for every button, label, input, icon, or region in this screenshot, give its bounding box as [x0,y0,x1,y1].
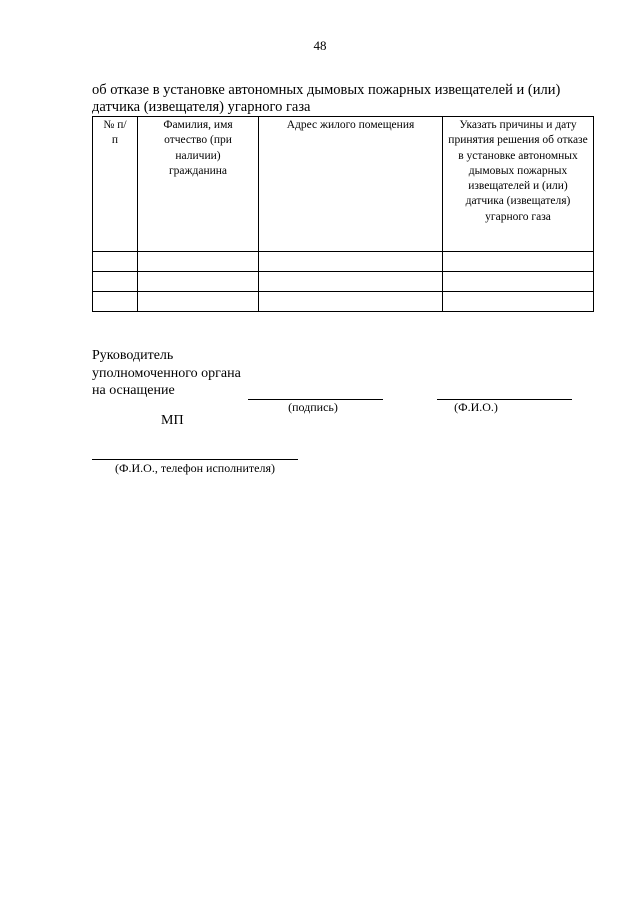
column-header-address: Адрес жилого помещения [259,117,443,252]
signatory-line-2: уполномоченного органа [92,365,241,381]
heading-line-2: датчика (извещателя) угарного газа [92,99,311,115]
table-cell[interactable] [138,272,259,292]
heading-line-1: об отказе в установке автономных дымовых пожарных извещателей и (или) [92,82,561,98]
stamp-placeholder: МП [161,413,184,428]
table-row [93,272,594,292]
table-cell[interactable] [259,292,443,312]
table-cell[interactable] [93,252,138,272]
table-header-row [93,117,594,252]
column-header-reason: Указать причины и дату принятия решения об отказе в установке автономных дымовых пожарных извещателей и (или) датчика (извещателя) угарного газа [443,117,594,252]
signatory-line-3: на оснащение [92,383,175,398]
column-header-number: № п/п [93,117,138,252]
table-row [93,292,594,312]
table-cell[interactable] [443,272,594,292]
table-cell[interactable] [138,292,259,312]
executor-line[interactable] [92,459,298,460]
table-cell[interactable] [259,272,443,292]
refusal-register-table [92,116,594,312]
signatory-title [92,347,241,400]
column-header-full-name: Фамилия, имя отчество (при наличии) гражданина [138,117,259,252]
table-row [93,252,594,272]
signature-caption: (подпись) [288,400,338,414]
table-cell[interactable] [259,252,443,272]
name-caption: (Ф.И.О.) [454,400,498,414]
table-cell[interactable] [93,292,138,312]
table-cell[interactable] [443,292,594,312]
executor-caption: (Ф.И.О., телефон исполнителя) [115,461,275,475]
document-heading [92,82,592,116]
signatory-line-1: Руководитель [92,348,174,363]
page-number: 48 [313,38,327,53]
table-cell[interactable] [93,272,138,292]
table-cell[interactable] [138,252,259,272]
table-cell[interactable] [443,252,594,272]
